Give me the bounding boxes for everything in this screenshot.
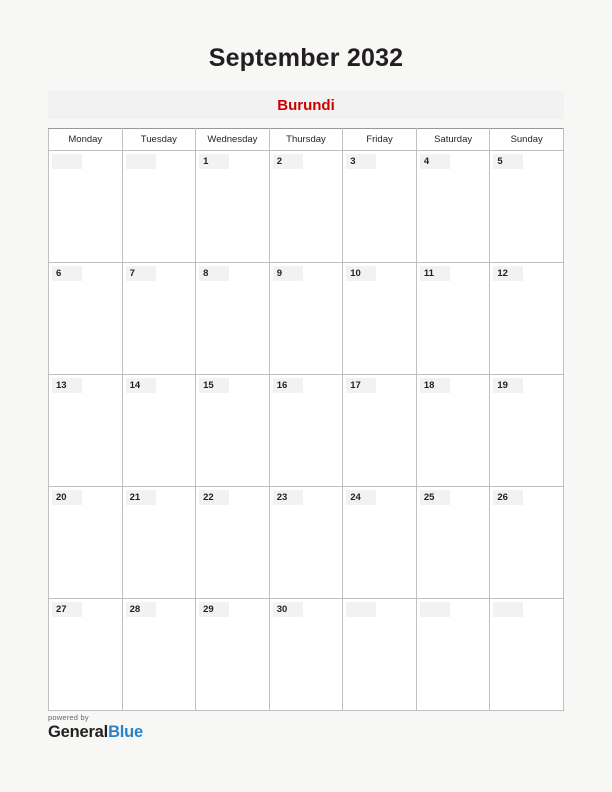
day-number: 25 (420, 490, 450, 505)
day-number: 10 (346, 266, 376, 281)
day-number (52, 154, 82, 169)
day-cell[interactable] (122, 599, 196, 711)
day-cell[interactable] (196, 599, 270, 711)
day-cell[interactable] (416, 151, 490, 263)
day-number: 27 (52, 602, 82, 617)
weekday-header-thursday: Thursday (269, 129, 343, 151)
day-cell[interactable] (196, 375, 270, 487)
day-number: 4 (420, 154, 450, 169)
country-label: Burundi (277, 96, 335, 114)
calendar-week-row (49, 599, 564, 711)
generalblue-logo[interactable] (48, 724, 143, 741)
page-title: September 2032 (208, 44, 404, 72)
day-number: 9 (273, 266, 303, 281)
day-cell[interactable] (269, 263, 343, 375)
day-cell[interactable] (490, 375, 564, 487)
day-cell[interactable] (196, 263, 270, 375)
country-banner (48, 91, 564, 119)
weekday-header-saturday: Saturday (416, 129, 490, 151)
day-cell[interactable] (343, 375, 417, 487)
day-number: 8 (199, 266, 229, 281)
weekday-header-sunday: Sunday (490, 129, 564, 151)
day-number: 6 (52, 266, 82, 281)
day-number (493, 602, 523, 617)
weekday-header-tuesday: Tuesday (122, 129, 196, 151)
calendar-week-row (49, 263, 564, 375)
powered-by-label: powered by (48, 713, 89, 722)
day-number: 17 (346, 378, 376, 393)
day-cell[interactable] (122, 263, 196, 375)
day-number (346, 602, 376, 617)
day-number: 11 (420, 266, 450, 281)
day-number: 3 (346, 154, 376, 169)
day-cell[interactable] (269, 599, 343, 711)
day-cell[interactable] (49, 263, 123, 375)
weekday-header-wednesday: Wednesday (196, 129, 270, 151)
footer (48, 714, 143, 740)
day-cell[interactable] (343, 151, 417, 263)
day-number: 28 (126, 602, 156, 617)
day-number: 22 (199, 490, 229, 505)
day-number: 16 (273, 378, 303, 393)
day-number (126, 154, 156, 169)
day-cell[interactable] (122, 487, 196, 599)
day-cell[interactable] (343, 599, 417, 711)
weekday-header-row (49, 129, 564, 151)
day-number: 15 (199, 378, 229, 393)
day-number: 12 (493, 266, 523, 281)
day-number: 1 (199, 154, 229, 169)
calendar-table (48, 128, 564, 711)
day-number: 26 (493, 490, 523, 505)
day-cell[interactable] (416, 263, 490, 375)
day-cell[interactable] (490, 487, 564, 599)
calendar-week-row (49, 487, 564, 599)
day-cell[interactable] (49, 487, 123, 599)
day-number: 19 (493, 378, 523, 393)
calendar-week-row (49, 375, 564, 487)
day-number: 2 (273, 154, 303, 169)
day-cell[interactable] (490, 263, 564, 375)
day-number: 14 (126, 378, 156, 393)
brand-first-word: General (48, 722, 109, 741)
day-number: 20 (52, 490, 82, 505)
weekday-header-friday: Friday (343, 129, 417, 151)
day-cell[interactable] (343, 487, 417, 599)
day-cell[interactable] (196, 487, 270, 599)
day-cell[interactable] (196, 151, 270, 263)
day-cell[interactable] (416, 599, 490, 711)
day-cell[interactable] (490, 599, 564, 711)
day-number: 13 (52, 378, 82, 393)
day-cell[interactable] (490, 151, 564, 263)
weekday-header-monday: Monday (49, 129, 123, 151)
day-number: 29 (199, 602, 229, 617)
day-number: 5 (493, 154, 523, 169)
day-cell[interactable] (49, 375, 123, 487)
day-number: 18 (420, 378, 450, 393)
day-cell[interactable] (416, 487, 490, 599)
day-cell[interactable] (269, 375, 343, 487)
day-cell[interactable] (269, 151, 343, 263)
day-cell[interactable] (49, 151, 123, 263)
day-cell[interactable] (269, 487, 343, 599)
day-number: 21 (126, 490, 156, 505)
brand-second-word: Blue (108, 722, 144, 741)
day-cell[interactable] (416, 375, 490, 487)
calendar-week-row (49, 151, 564, 263)
day-cell[interactable] (122, 375, 196, 487)
day-cell[interactable] (343, 263, 417, 375)
day-cell[interactable] (49, 599, 123, 711)
day-cell[interactable] (122, 151, 196, 263)
day-number (420, 602, 450, 617)
day-number: 30 (273, 602, 303, 617)
day-number: 24 (346, 490, 376, 505)
day-number: 7 (126, 266, 156, 281)
day-number: 23 (273, 490, 303, 505)
